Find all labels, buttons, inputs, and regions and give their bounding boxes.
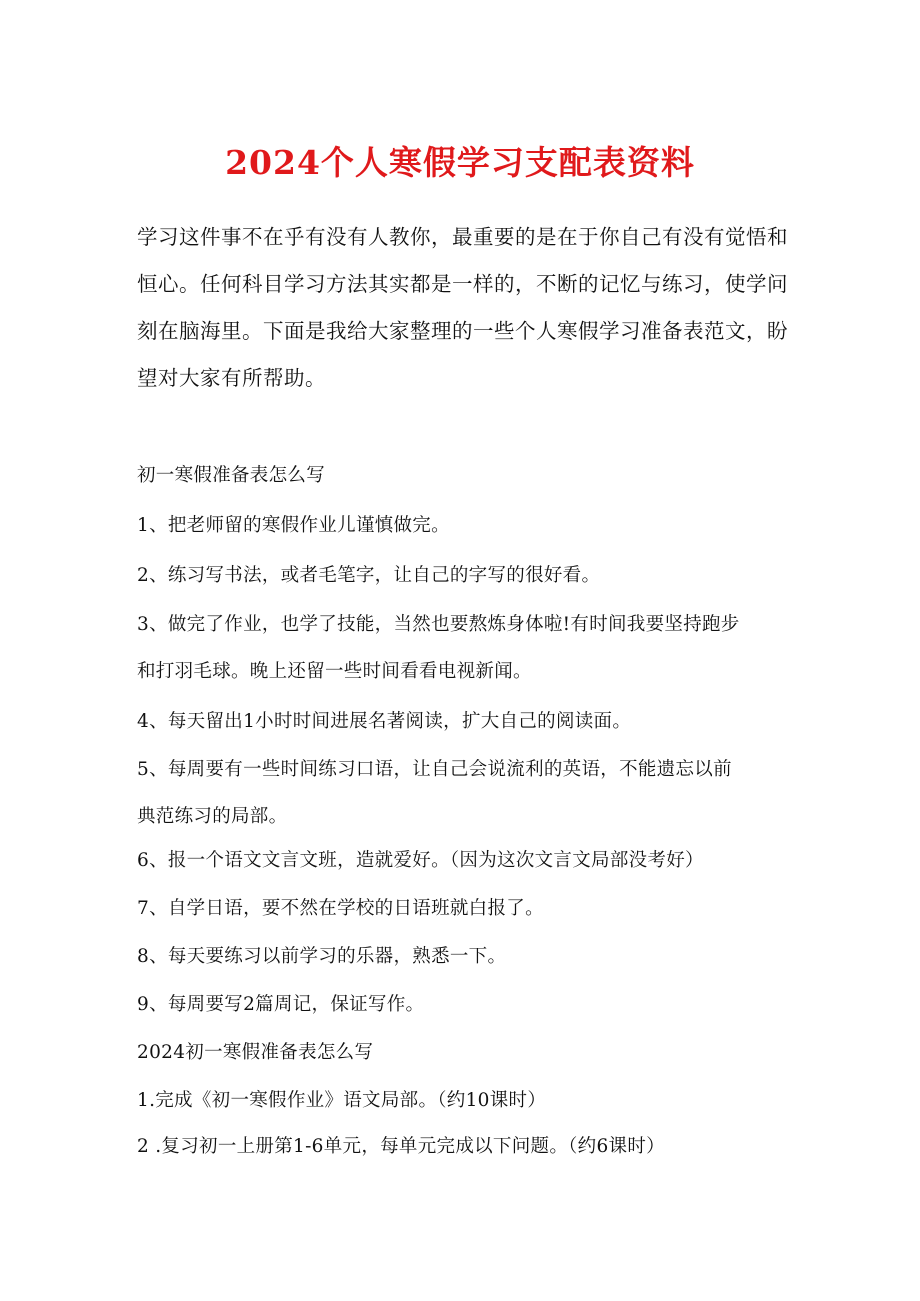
list-item: 2、练习写书法，或者毛笔字，让自己的字写的很好看。 [137,565,601,586]
list-item: 1.完成《初一寒假作业》语文局部。（约10课时） [137,1090,547,1111]
list-item: 1、把老师留的寒假作业儿谨慎做完。 [137,515,450,536]
section-heading: 2024初一寒假准备表怎么写 [137,1042,374,1063]
list-item: 和打羽毛球。晚上还留一些时间看看电视新闻。 [137,661,532,682]
list-item: 6、报一个语文文言文班，造就爱好。（因为这次文言文局部没考好） [137,850,704,871]
list-item: 9、每周要写2篇周记，保证写作。 [137,994,425,1015]
intro-paragraph: 学习这件事不在乎有没有人教你，最重要的是在于你自己有没有觉悟和恒心。任何科目学习方法其实都是一样的，不断的记忆与练习，使学问刻在脑海里。下面是我给大家整理的一些个人寒假学习准备表范文，盼望对大家有所帮助。 [137,225,788,390]
section-heading: 初一寒假准备表怎么写 [137,465,326,486]
list-item: 5、每周要有一些时间练习口语，让自己会说流利的英语，不能遗忘以前 [137,759,732,780]
list-item: 8、每天要练习以前学习的乐器，熟悉一下。 [137,946,507,967]
list-item: 典范练习的局部。 [137,806,288,827]
list-item: 2 .复习初一上册第1-6单元，每单元完成以下问题。（约6课时） [137,1136,665,1157]
document-title: 2024个人寒假学习支配表资料 [225,143,695,182]
list-item: 4、每天留出1小时时间进展名著阅读，扩大自己的阅读面。 [137,711,632,732]
list-item: 3、做完了作业，也学了技能，当然也要熬炼身体啦!有时间我要坚持跑步 [137,614,740,635]
list-item: 7、自学日语，要不然在学校的日语班就白报了。 [137,898,544,919]
